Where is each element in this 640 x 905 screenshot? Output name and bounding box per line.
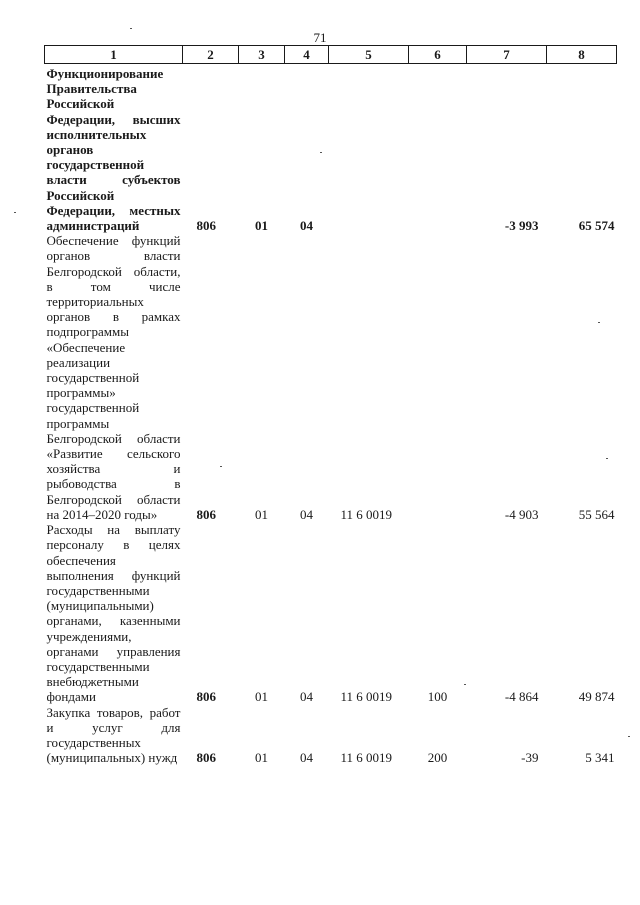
header-col-3: 3	[239, 46, 285, 64]
row-target-article: 11 6 0019	[340, 506, 393, 522]
row-change-amount: -4 903	[504, 506, 539, 522]
row-subsection: 04	[300, 218, 313, 234]
scan-speck	[14, 212, 16, 213]
scan-speck	[606, 458, 608, 459]
row-total-amount: 55 564	[578, 506, 615, 522]
row-target-article: 11 6 0019	[340, 689, 393, 705]
scan-speck	[130, 28, 132, 29]
row-subsection: 04	[300, 750, 313, 766]
row-name: Закупка товаров, работ и услуг для государственных (муниципальных) нужд	[46, 704, 181, 766]
row-name: Функционирование Правительства Российской Федерации, высших исполнительных органов государственной власти субъектов Российской Федерации, местных администраций	[46, 66, 181, 234]
row-ministry-code: 806	[196, 506, 216, 522]
row-ministry-code: 806	[196, 218, 216, 234]
row-expense-type	[409, 233, 467, 522]
row-change-amount: -4 864	[504, 689, 539, 705]
row-ministry-code: 806	[196, 750, 216, 766]
row-section: 01	[255, 506, 268, 522]
row-change-amount: -39	[521, 750, 539, 766]
row-name: Обеспечение функций органов власти Белгородской области, в том числе территориальных органов в рамках подпрограммы «Обеспечение реализации государственной программы» государственной программы Белгородской области «Развитие сельского хозяйства и рыбоводства в Белгородской области на 2014–2020 годы»	[46, 233, 181, 522]
table-row	[45, 233, 617, 522]
row-name: Расходы на выплату персоналу в целях обеспечения выполнения функций государственными (муниципальными) органами, казенными учреждениями, органами управления государственными внебюджетными фондами	[46, 522, 181, 705]
row-total-amount: 49 874	[578, 689, 615, 705]
row-expense-type: 100	[427, 689, 448, 705]
row-target-article	[329, 64, 409, 234]
row-expense-type: 200	[427, 750, 448, 766]
row-section: 01	[255, 750, 268, 766]
table-row	[45, 705, 617, 766]
row-section: 01	[255, 689, 268, 705]
row-expense-type	[409, 64, 467, 234]
header-col-6: 6	[409, 46, 467, 64]
row-ministry-code: 806	[196, 689, 216, 705]
header-col-7: 7	[467, 46, 547, 64]
scan-speck	[220, 466, 222, 467]
scan-speck	[320, 152, 322, 153]
row-total-amount: 65 574	[578, 218, 615, 234]
header-col-2: 2	[183, 46, 239, 64]
scan-speck	[628, 736, 630, 737]
row-change-amount: -3 993	[504, 218, 539, 234]
row-target-article: 11 6 0019	[340, 750, 393, 766]
header-col-5: 5	[329, 46, 409, 64]
row-section: 01	[255, 218, 268, 234]
header-col-8: 8	[547, 46, 617, 64]
table-row	[45, 522, 617, 704]
row-total-amount: 5 341	[585, 750, 615, 766]
header-col-1: 1	[45, 46, 183, 64]
budget-table	[44, 45, 617, 765]
page-number: 71	[313, 30, 327, 45]
header-col-4: 4	[285, 46, 329, 64]
row-subsection: 04	[300, 506, 313, 522]
scan-speck	[464, 684, 466, 685]
scan-speck	[598, 322, 600, 323]
row-subsection: 04	[300, 689, 313, 705]
header-row	[45, 46, 617, 64]
table-row	[45, 64, 617, 234]
